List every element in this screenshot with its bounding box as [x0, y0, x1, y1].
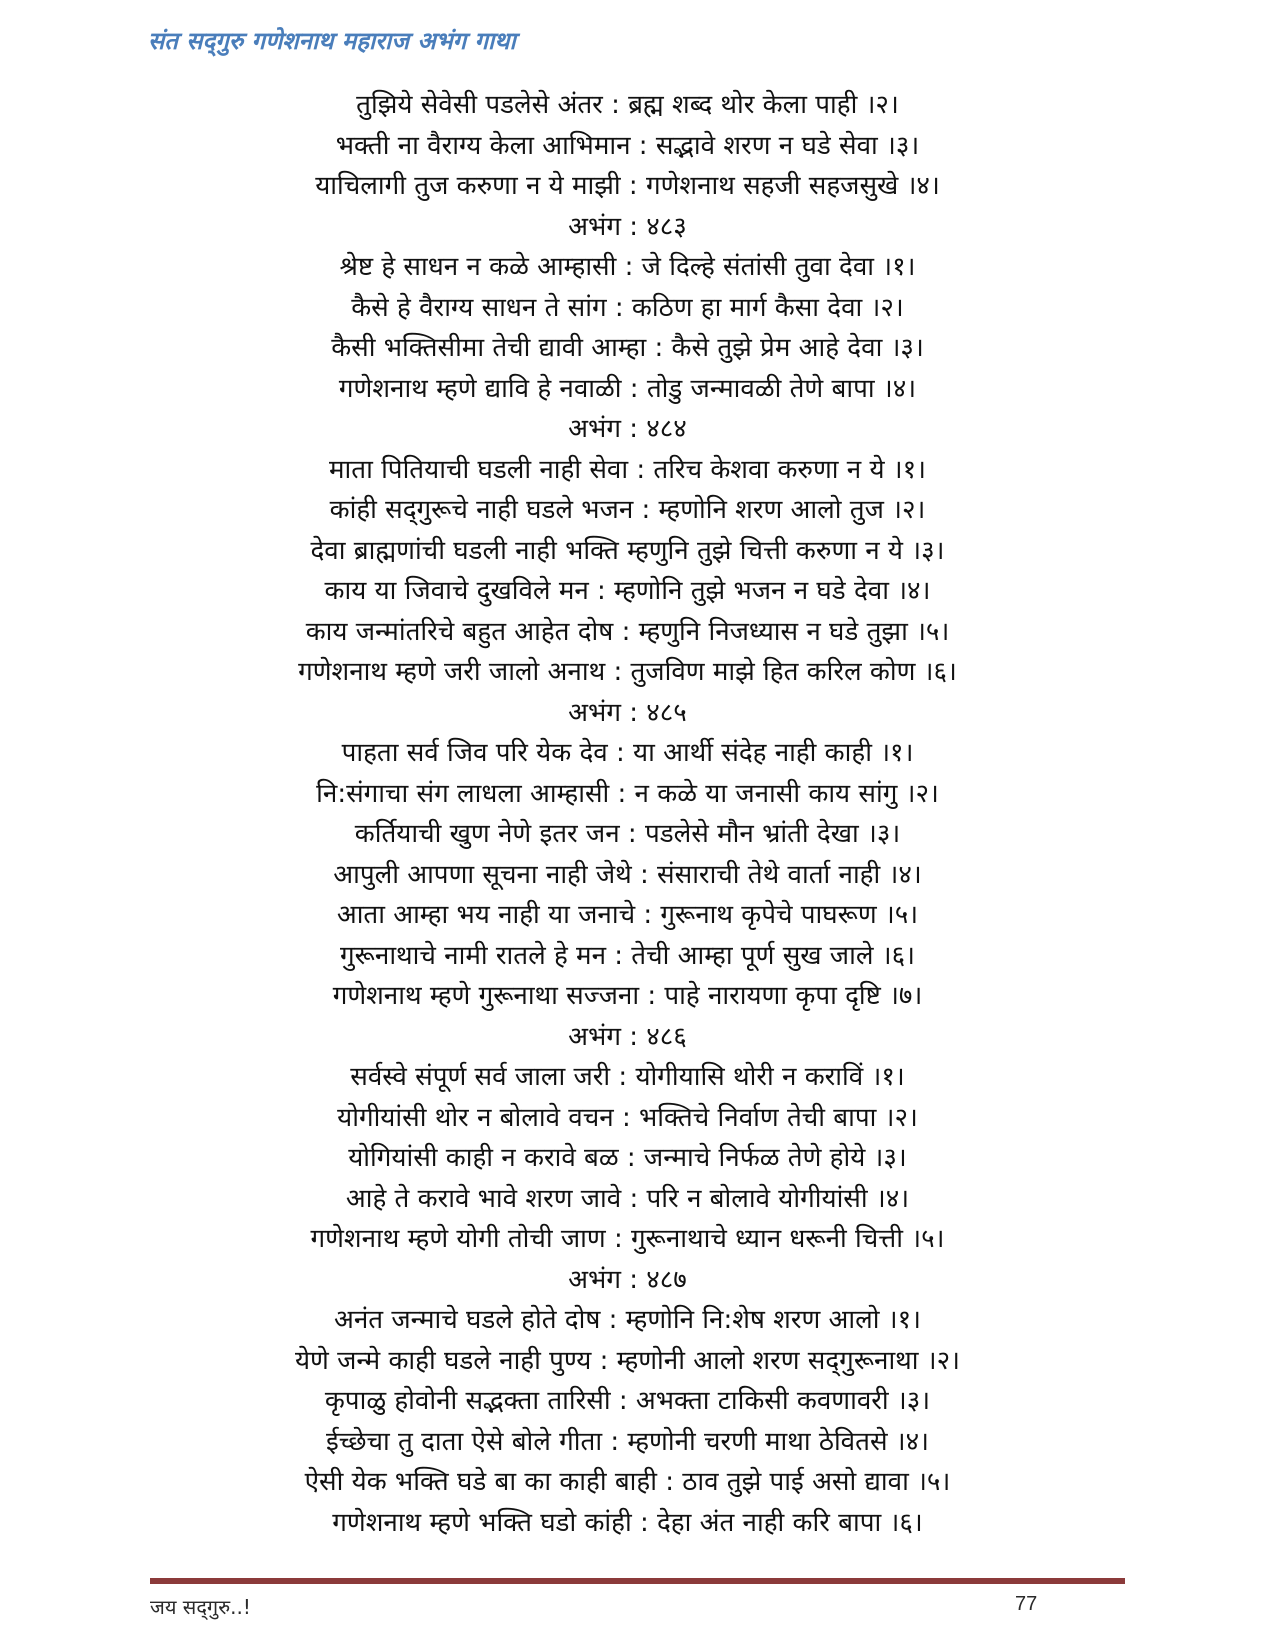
verse-line: कृपाळु होवोनी सद्भक्ता तारिसी : अभक्ता टाकिसी कवणावरी ।३।	[324, 1386, 931, 1416]
abhang-text-block	[150, 85, 1105, 1543]
verse-line: नि:संगाचा संग लाधला आम्हासी : न कळे या जनासी काय सांगु ।२।	[316, 778, 939, 809]
verse-line: गणेशनाथ म्हणे द्यावि हे नवाळी : तोडु जन्मावळी तेणे बापा ।४।	[338, 373, 917, 404]
footer-divider	[150, 1578, 1125, 1584]
verse-line: आपुली आपणा सूचना नाही जेथे : संसाराची तेथे वार्ता नाही ।४।	[333, 859, 922, 890]
verse-line: तुझिये सेवेसी पडलेसे अंतर : ब्रह्म शब्द थोर केला पाही ।२।	[356, 90, 899, 120]
abhang-heading: अभंग : ४८३	[568, 211, 687, 242]
verse-line: गणेशनाथ म्हणे भक्ति घडो कांही : देहा अंत नाही करि बापा ।६।	[332, 1507, 923, 1538]
verse-line: गणेशनाथ म्हणे गुरूनाथा सज्जना : पाहे नारायणा कृपा दृष्टि ।७।	[332, 981, 923, 1011]
verse-line: कांही सद्‌गुरूचे नाही घडले भजन : म्हणोनि शरण आलो तुज ।२।	[329, 495, 926, 525]
verse-line: माता पितियाची घडली नाही सेवा : तरिच केशवा करुणा न ये ।१।	[328, 454, 927, 485]
verse-line: अनंत जन्माचे घडले होते दोष : म्हणोनि नि:शेष शरण आलो ।१।	[334, 1305, 921, 1335]
verse-line: कर्तियाची खुण नेणे इतर जन : पडलेसे मौन भ्रांती देखा ।३।	[354, 819, 901, 849]
verse-line: गणेशनाथ म्हणे जरी जालो अनाथ : तुजविण माझे हित करिल कोण ।६।	[298, 657, 957, 687]
verse-line: श्रेष्ट हे साधन न कळे आम्हासी : जे दिल्हे संतांसी तुवा देवा ।१।	[339, 252, 916, 282]
verse-line: ऐसी येक भक्ति घडे बा का काही बाही : ठाव तुझे पाई असो द्यावा ।५।	[304, 1467, 951, 1497]
abhang-heading: अभंग : ४८५	[568, 697, 687, 728]
verse-line: कैसी भक्तिसीमा तेची द्यावी आम्हा : कैसे तुझे प्रेम आहे देवा ।३।	[331, 333, 924, 363]
verse-line: याचिलागी तुज करुणा न ये माझी : गणेशनाथ सहजी सहजसुखे ।४।	[315, 171, 940, 201]
abhang-heading: अभंग : ४८४	[568, 414, 687, 444]
header-title: संत सद्‌गुरु गणेशनाथ महाराज अभंग गाथा	[148, 27, 516, 55]
verse-line: ईच्छेचा तु दाता ऐसे बोले गीता : म्हणोनी चरणी माथा ठेवितसे ।४।	[325, 1426, 930, 1457]
verse-line: आहे ते करावे भावे शरण जावे : परि न बोलावे योगीयांसी ।४।	[345, 1183, 910, 1214]
verse-line: आता आम्हा भय नाही या जनाचे : गुरूनाथ कृपेचे पाघरूण ।५।	[336, 900, 919, 930]
page-number: 77	[1015, 1593, 1038, 1615]
verse-line: पाहता सर्व जिव परि येक देव : या आर्थी संदेह नाही काही ।१।	[341, 738, 914, 768]
verse-line: कैसे हे वैराग्य साधन ते सांग : कठिण हा मार्ग कैसा देवा ।२।	[351, 292, 904, 323]
verse-line: भक्ती ना वैराग्य केला आभिमान : सद्भावे शरण न घडे सेवा ।३।	[335, 130, 920, 161]
verse-line: येणे जन्मे काही घडले नाही पुण्य : म्हणोनी आलो शरण सद्‌गुरूनाथा ।२।	[294, 1345, 961, 1376]
abhang-heading: अभंग : ४८७	[568, 1264, 687, 1295]
verse-line: योगियांसी काही न करावे बळ : जन्माचे निर्फळ तेणे होये ।३।	[348, 1143, 907, 1173]
verse-line: काय जन्मांतरिचे बहुत आहेत दोष : म्हणुनि निजध्यास न घडे तुझा ।५।	[305, 616, 950, 647]
verse-line: योगीयांसी थोर न बोलावे वचन : भक्तिचे निर्वाण तेची बापा ।२।	[337, 1102, 918, 1133]
verse-line: काय या जिवाचे दुखविले मन : म्हणोनि तुझे भजन न घडे देवा ।४।	[324, 576, 931, 606]
verse-line: सर्वस्वे संपूर्ण सर्व जाला जरी : योगीयासि थोरी न कराविं ।१।	[350, 1062, 905, 1092]
abhang-heading: अभंग : ४८६	[568, 1021, 687, 1052]
verse-line: गुरूनाथाचे नामी रातले हे मन : तेची आम्हा पूर्ण सुख जाले ।६।	[340, 940, 915, 971]
verse-line: देवा ब्राह्मणांची घडली नाही भक्ति म्हणुनि तुझे चित्ती करुणा न ये ।३।	[310, 535, 945, 566]
footer-text: जय सद्‌गुरु..!	[150, 1595, 251, 1619]
verse-line: गणेशनाथ म्हणे योगी तोची जाण : गुरूनाथाचे ध्यान धरूनी चित्ती ।५।	[310, 1224, 945, 1254]
